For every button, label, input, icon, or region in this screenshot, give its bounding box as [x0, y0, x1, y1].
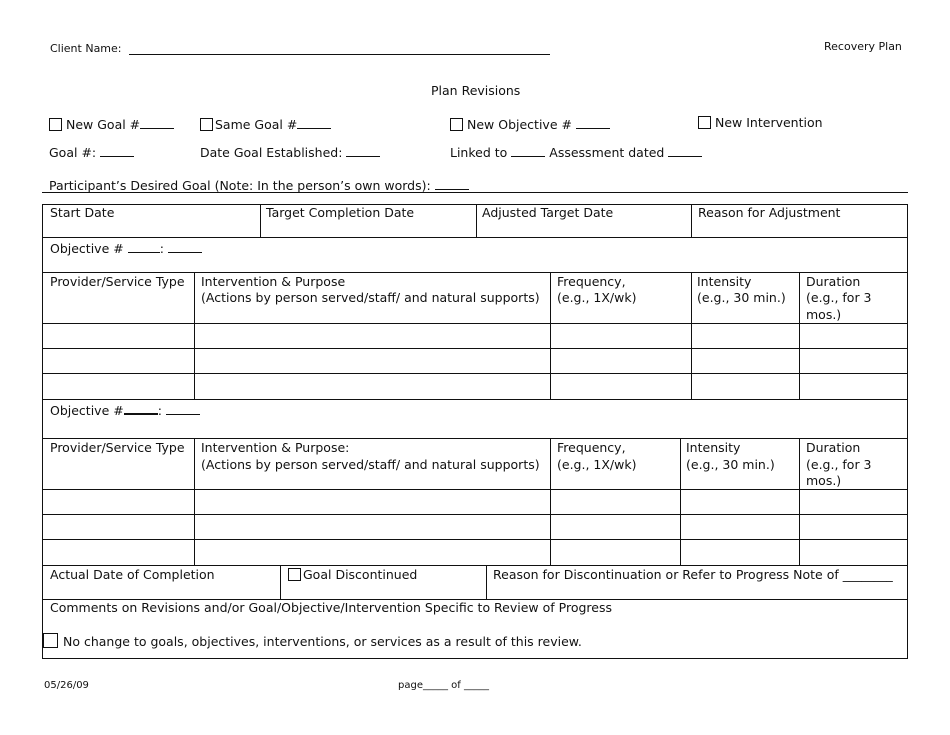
divider	[280, 565, 281, 599]
duration-subheader: (e.g., for 3	[806, 457, 872, 472]
objective-2-row	[50, 400, 200, 419]
objective-1-row	[50, 239, 202, 257]
divider	[691, 272, 692, 399]
frequency-header: Frequency,	[557, 274, 626, 289]
no-change-label: No change to goals, objectives, interventions, or services as a result of this review.	[63, 634, 582, 649]
divider	[42, 237, 908, 238]
divider	[476, 204, 477, 237]
goal-number-field[interactable]	[100, 143, 134, 157]
divider	[550, 438, 551, 565]
duration-header: Duration	[806, 274, 861, 289]
divider	[799, 438, 800, 565]
same-goal-checkbox[interactable]	[200, 118, 213, 131]
divider	[260, 204, 261, 237]
objective-1-text-field[interactable]	[168, 239, 202, 253]
objective-1-number-field[interactable]	[128, 239, 160, 253]
linked-to-row	[450, 143, 702, 160]
goal-discontinued-checkbox[interactable]	[288, 568, 301, 581]
table-row[interactable]	[42, 348, 908, 349]
desired-goal-field[interactable]	[435, 176, 469, 190]
new-goal-number-field[interactable]	[140, 115, 174, 129]
table-row[interactable]	[42, 514, 908, 515]
duration-subheader: (e.g., for 3	[806, 290, 872, 305]
duration-subheader-2: mos.)	[806, 307, 842, 322]
table-row[interactable]	[42, 539, 908, 540]
frequency-subheader: (e.g., 1X/wk)	[557, 290, 637, 305]
divider	[42, 438, 908, 439]
new-objective-label: New Objective #	[467, 117, 572, 132]
new-objective-number-field[interactable]	[576, 115, 610, 129]
assessment-dated-field[interactable]	[668, 143, 702, 157]
start-date-header: Start Date	[50, 205, 115, 220]
date-established-label: Date Goal Established:	[200, 145, 343, 160]
linked-to-field[interactable]	[511, 143, 545, 157]
intervention-subheader: (Actions by person served/staff/ and natural supports)	[201, 457, 540, 472]
client-name-label: Client Name:	[50, 42, 122, 55]
divider	[799, 272, 800, 399]
section-title: Plan Revisions	[431, 83, 521, 98]
intervention-subheader: (Actions by person served/staff/ and natural supports)	[201, 290, 540, 305]
desired-goal-row	[49, 176, 469, 193]
no-change-option	[43, 633, 582, 650]
frequency-subheader: (e.g., 1X/wk)	[557, 457, 637, 472]
same-goal-number-field[interactable]	[297, 115, 331, 129]
same-goal-label: Same Goal #	[215, 117, 298, 132]
reason-adjustment-header: Reason for Adjustment	[698, 205, 841, 220]
goal-number-label: Goal #:	[49, 145, 97, 160]
table-row[interactable]	[42, 373, 908, 374]
provider-header: Provider/Service Type	[50, 440, 185, 455]
new-intervention-option	[698, 115, 823, 130]
footer-date: 05/26/09	[44, 680, 89, 691]
new-goal-checkbox[interactable]	[49, 118, 62, 131]
duration-header: Duration	[806, 440, 861, 455]
desired-goal-rule	[42, 192, 908, 193]
intervention-header: Intervention & Purpose:	[201, 440, 350, 455]
goal-discontinued-option	[288, 567, 417, 583]
new-intervention-label: New Intervention	[715, 115, 823, 130]
intensity-header: Intensity	[697, 274, 752, 289]
duration-subheader-2: mos.)	[806, 473, 842, 488]
intensity-subheader: (e.g., 30 min.)	[686, 457, 775, 472]
provider-header: Provider/Service Type	[50, 274, 185, 289]
divider	[550, 272, 551, 399]
divider	[486, 565, 487, 599]
new-objective-checkbox[interactable]	[450, 118, 463, 131]
new-goal-option	[49, 115, 174, 132]
divider	[680, 438, 681, 565]
desired-goal-label: Participant’s Desired Goal (Note: In the person’s own words):	[49, 178, 431, 193]
goal-discontinued-label: Goal Discontinued	[303, 567, 418, 582]
same-goal-option	[200, 115, 331, 132]
divider	[42, 565, 908, 566]
intensity-header: Intensity	[686, 440, 741, 455]
objective-2-number-field[interactable]	[124, 400, 158, 415]
objective-2-label: Objective #	[50, 403, 124, 418]
date-established-field[interactable]	[346, 143, 380, 157]
reason-discontinuation-label: Reason for Discontinuation or Refer to Progress Note of ________	[493, 567, 893, 582]
divider	[42, 272, 908, 273]
divider	[194, 272, 195, 399]
goal-number-row	[49, 143, 134, 160]
intervention-header: Intervention & Purpose	[201, 274, 346, 289]
new-objective-option	[450, 115, 610, 132]
intensity-subheader: (e.g., 30 min.)	[697, 290, 786, 305]
comments-label: Comments on Revisions and/or Goal/Objective/Intervention Specific to Review of Progress	[50, 600, 612, 615]
objective-1-colon: :	[159, 241, 164, 256]
target-completion-header: Target Completion Date	[266, 205, 415, 220]
client-name-field[interactable]	[129, 54, 550, 55]
new-intervention-checkbox[interactable]	[698, 116, 711, 129]
no-change-checkbox[interactable]	[43, 633, 58, 648]
assessment-dated-label: Assessment dated	[549, 145, 665, 160]
form-title: Recovery Plan	[824, 40, 902, 53]
table-row[interactable]	[42, 489, 908, 490]
objective-2-colon: :	[157, 403, 162, 418]
actual-date-label: Actual Date of Completion	[50, 567, 215, 582]
frequency-header: Frequency,	[557, 440, 626, 455]
objective-1-label: Objective #	[50, 241, 124, 256]
new-goal-label: New Goal #	[66, 117, 141, 132]
divider	[691, 204, 692, 237]
objective-2-text-field[interactable]	[166, 401, 200, 415]
divider	[194, 438, 195, 565]
page-number: page_____ of _____	[398, 680, 489, 691]
date-established-row	[200, 143, 380, 160]
table-row[interactable]	[42, 323, 908, 324]
adjusted-target-header: Adjusted Target Date	[482, 205, 614, 220]
linked-to-label: Linked to	[450, 145, 508, 160]
